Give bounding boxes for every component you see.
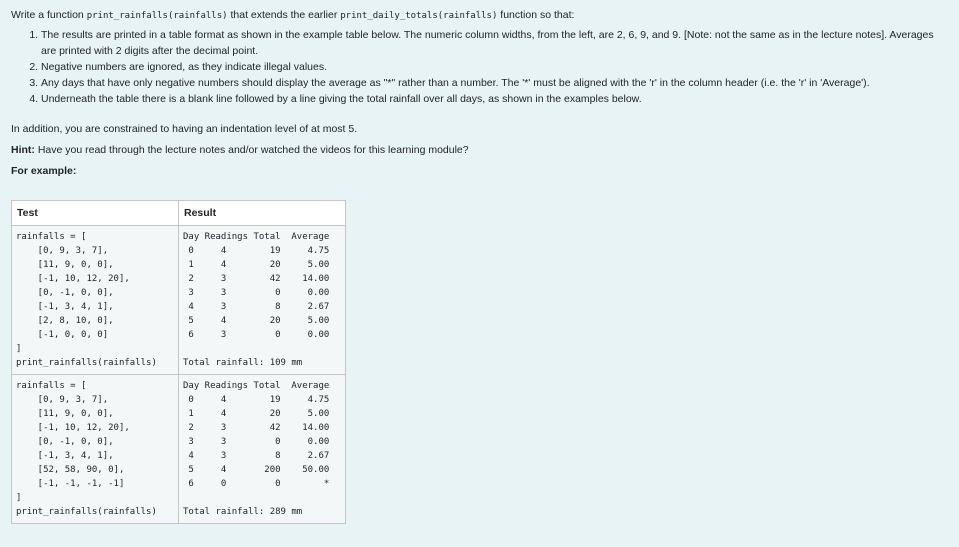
table-row [12,375,346,524]
test-cell [12,226,179,375]
intro-text-mid: that extends the earlier [227,9,341,21]
result-output: Day Readings Total Average 0 4 19 4.75 1 4 20 5.00 2 3 42 14.00 3 3 0 0.00 4 3 8 2.67 5 4 20 5.00 6 3 0 0.00 Total rainfall: 109 mm [183,232,330,368]
table-row [12,226,346,375]
column-header-result: Result [179,201,346,226]
intro-paragraph [11,7,951,24]
function-name: print_rainfalls(rainfalls) [86,11,228,21]
hint-label: Hint: [11,144,35,156]
for-example-label [11,163,951,179]
hint-text: Have you read through the lecture notes and/or watched the videos for this learning module? [34,144,469,156]
intro-text-post: function so that: [497,9,575,21]
test-code: rainfalls = [ [0, 9, 3, 7], [11, 9, 0, 0], [-1, 10, 12, 20], [0, -1, 0, 0], [-1, 3, 4, 1], [52, 58, 90, 0], [-1, -1, -1, -1] ] print_rainfalls(rainfalls) [16,381,157,517]
result-cell [179,226,346,375]
test-cell [12,375,179,524]
example-table [11,200,346,524]
question-text [11,7,951,179]
requirement-item: 1. The results are printed in a table format as shown in the example table below. The numeric column widths, from the left, are 2, 6, 9, and 9. [Note: not the same as in the lecture notes]. Averages are printed with 2 digits after the decimal point. [41,27,951,59]
requirement-item: 4. Underneath the table there is a blank line followed by a line giving the total rainfall over all days, as shown in the examples below. [41,91,951,107]
table-header-row [12,201,346,226]
result-output: Day Readings Total Average 0 4 19 4.75 1 4 20 5.00 2 3 42 14.00 3 3 0 0.00 4 3 8 2.67 5 4 200 50.00 6 0 0 * Total rainfall: 289 mm [183,381,330,517]
requirements-list [11,27,951,107]
requirement-item: 2. Negative numbers are ignored, as they indicate illegal values. [41,59,951,75]
constraint-text: In addition, you are constrained to having an indentation level of at most 5. [11,123,358,135]
hint-paragraph [11,142,951,158]
earlier-function-name: print_daily_totals(rainfalls) [340,11,498,21]
test-code: rainfalls = [ [0, 9, 3, 7], [11, 9, 0, 0], [-1, 10, 12, 20], [0, -1, 0, 0], [-1, 3, 4, 1], [2, 8, 10, 0], [-1, 0, 0, 0] ] print_rainfalls(rainfalls) [16,232,157,368]
for-example-text: For example: [11,165,77,177]
intro-text: Write a function [11,9,87,21]
requirement-item: 3. Any days that have only negative numbers should display the average as "*" rather than a number. The '*' must be aligned with the 'r' in the column header (i.e. the 'r' in 'Average'). [41,75,951,91]
result-cell [179,375,346,524]
column-header-test: Test [12,201,179,226]
